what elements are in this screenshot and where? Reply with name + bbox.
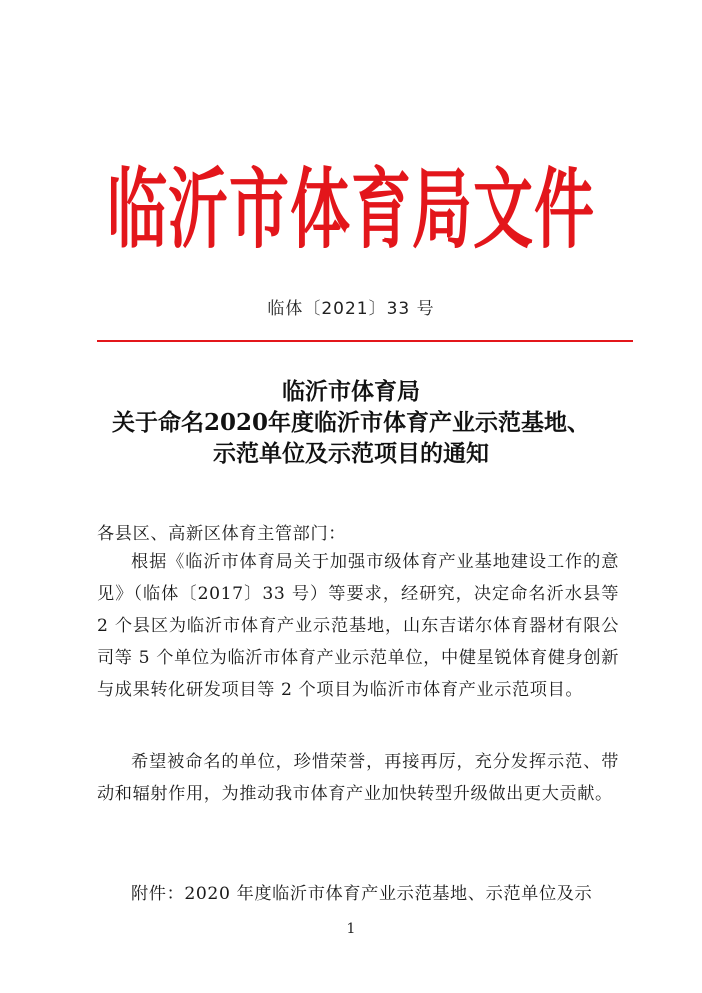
notice-title-line-2: 关于命名2020年度临沂市体育产业示范基地、 — [111, 409, 590, 436]
notice-title-line-3: 示范单位及示范项目的通知 — [213, 440, 489, 467]
body-paragraph-2: 希望被命名的单位，珍惜荣誉，再接再厉，充分发挥示范、带动和辐射作用，为推动我市体育产业加快转型升级做出更大贡献。 — [97, 752, 619, 804]
notice-title — [0, 376, 702, 469]
page-number: 1 — [346, 921, 356, 937]
notice-title-line-1: 临沂市体育局 — [282, 378, 420, 405]
attachment-line: 附件：2020 年度临沂市体育产业示范基地、示范单位及示 — [131, 884, 593, 904]
salutation: 各县区、高新区体育主管部门： — [97, 524, 347, 544]
red-divider-line — [97, 340, 633, 342]
body-paragraph-1: 根据《临沂市体育局关于加强市级体育产业基地建设工作的意见》（临体〔2017〕33 号）等要求，经研究，决定命名沂水县等 2 个县区为临沂市体育产业示范基地，山东吉诺尔体育器材有限公司等 5 个单位为临沂市体育产业示范单位，中健星锐体育健身创新与成果转化研发项目等 2 个项目为临沂市体育产业示范项目。 — [97, 552, 619, 700]
masthead-title: 临沂市体育局文件 — [107, 159, 595, 262]
document-number: 临体〔2021〕33 号 — [267, 299, 435, 319]
